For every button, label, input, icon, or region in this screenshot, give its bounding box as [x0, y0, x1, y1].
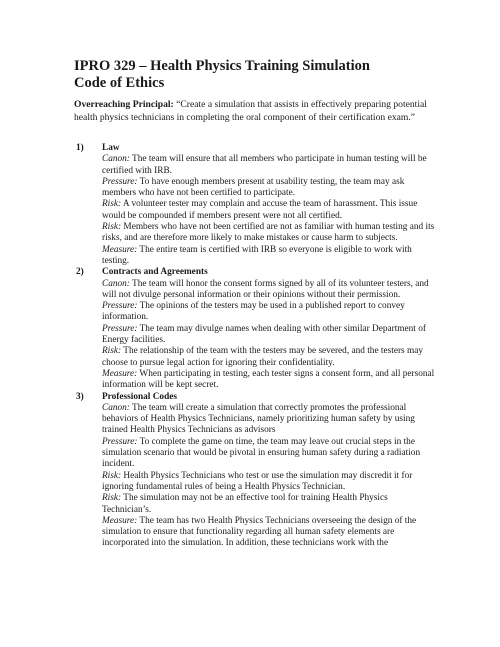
section-paragraph [102, 493, 436, 516]
paragraph-text: When participating in testing, each tester signs a consent form, and all personal information will be kept secret. [102, 368, 435, 391]
section-paragraph [102, 279, 436, 302]
title-line-1: IPRO 329 – Health Physics Training Simulation [74, 58, 370, 74]
paragraph-label: Pressure: [102, 301, 138, 312]
principal-label: Overreaching Principal: [74, 99, 174, 110]
paragraph-label: Risk: [102, 493, 122, 504]
paragraph-label: Risk: [102, 470, 122, 481]
paragraph-text: The simulation may not be an effective tool for training Health Physics Technician’s. [102, 493, 388, 515]
paragraph-label: Canon: [102, 278, 130, 289]
paragraph-text: The opinions of the testers may be used in a published report to convey information. [102, 301, 405, 323]
paragraph-label: Risk: [102, 199, 122, 210]
paragraph-text: The team may divulge names when dealing with other similar Department of Energy facilities. [102, 323, 426, 346]
section-paragraph [102, 369, 436, 392]
paragraph-text: The team will ensure that all members who participate in human testing will be certified with IRB. [102, 154, 427, 176]
title-line-2: Code of Ethics [74, 75, 165, 91]
principal-text: “Create a simulation that assists in effectively preparing potential health physics technicians in completing the oral component of their certification exam.” [74, 99, 427, 123]
page-title [74, 58, 370, 92]
section-paragraph [102, 245, 436, 268]
paragraph-label: Pressure: [102, 176, 138, 187]
paragraph-text: Health Physics Technicians who test or use the simulation may discredit it for ignoring fundamental rules of being a Health Physics Technician. [102, 470, 413, 492]
section-number: 2) [76, 267, 84, 278]
overreaching-principal [74, 99, 434, 124]
paragraph-label: Pressure: [102, 323, 138, 334]
section-paragraph [102, 403, 436, 437]
section-heading: Professional Codes [102, 391, 177, 402]
section-paragraph [102, 516, 436, 550]
sections-list [76, 143, 436, 550]
paragraph-label: Canon: [102, 402, 130, 413]
section-paragraph [102, 301, 436, 324]
section-paragraph [102, 471, 436, 494]
paragraph-text: To complete the game on time, the team may leave out crucial steps in the simulation scenario that would be pivotal in ensuring human safety during a radiation incident. [102, 436, 421, 470]
section-paragraph [102, 154, 436, 177]
paragraph-text: A volunteer tester may complain and accuse the team of harassment. This issue would be compounded if members present were not all certified. [102, 199, 418, 221]
section-paragraph [102, 177, 436, 200]
paragraph-text: The relationship of the team with the testers may be severed, and the testers may choose to pursue legal action for ignoring their confidentiality. [102, 346, 423, 368]
paragraph-label: Pressure: [102, 436, 138, 447]
paragraph-text: The team will create a simulation that correctly promotes the professional behaviors of Health Physics Technicians, namely prioritizing human safety by using trained Health Physics Technicians as advisors [102, 402, 415, 436]
paragraph-label: Canon: [102, 154, 130, 165]
section-professional-codes [76, 392, 436, 550]
section-contracts-and-agreements [76, 267, 436, 391]
paragraph-label: Measure: [102, 244, 138, 255]
section-number: 3) [76, 391, 84, 402]
paragraph-label: Measure: [102, 515, 138, 526]
section-heading: Contracts and Agreements [102, 267, 208, 278]
section-number: 1) [76, 143, 84, 153]
section-law [76, 143, 436, 267]
paragraph-text: The team has two Health Physics Technicians overseeing the design of the simulation to ensure that functionality regarding all human safety elements are incorporated into the simulation. In addition, these technicians work with the [102, 515, 417, 549]
section-paragraph [102, 199, 436, 222]
paragraph-label: Measure: [102, 368, 138, 379]
section-paragraph [102, 324, 436, 347]
section-heading: Law [102, 143, 120, 153]
paragraph-text: To have enough members present at usability testing, the team may ask members who have not been certified to participate. [102, 176, 405, 199]
section-paragraph [102, 222, 436, 245]
paragraph-text: The team will honor the consent forms signed by all of its volunteer testers, and will not divulge personal information or their opinions without their permission. [102, 278, 429, 300]
paragraph-label: Risk: [102, 222, 122, 233]
section-paragraph [102, 437, 436, 471]
section-paragraph [102, 346, 436, 369]
paragraph-label: Risk: [102, 346, 122, 357]
paragraph-text: Members who have not been certified are not as familiar with human testing and its risks, and are therefore more likely to make mistakes or cause harm to subjects. [102, 222, 435, 244]
paragraph-text: The entire team is certified with IRB so everyone is eligible to work with testing. [102, 244, 412, 266]
